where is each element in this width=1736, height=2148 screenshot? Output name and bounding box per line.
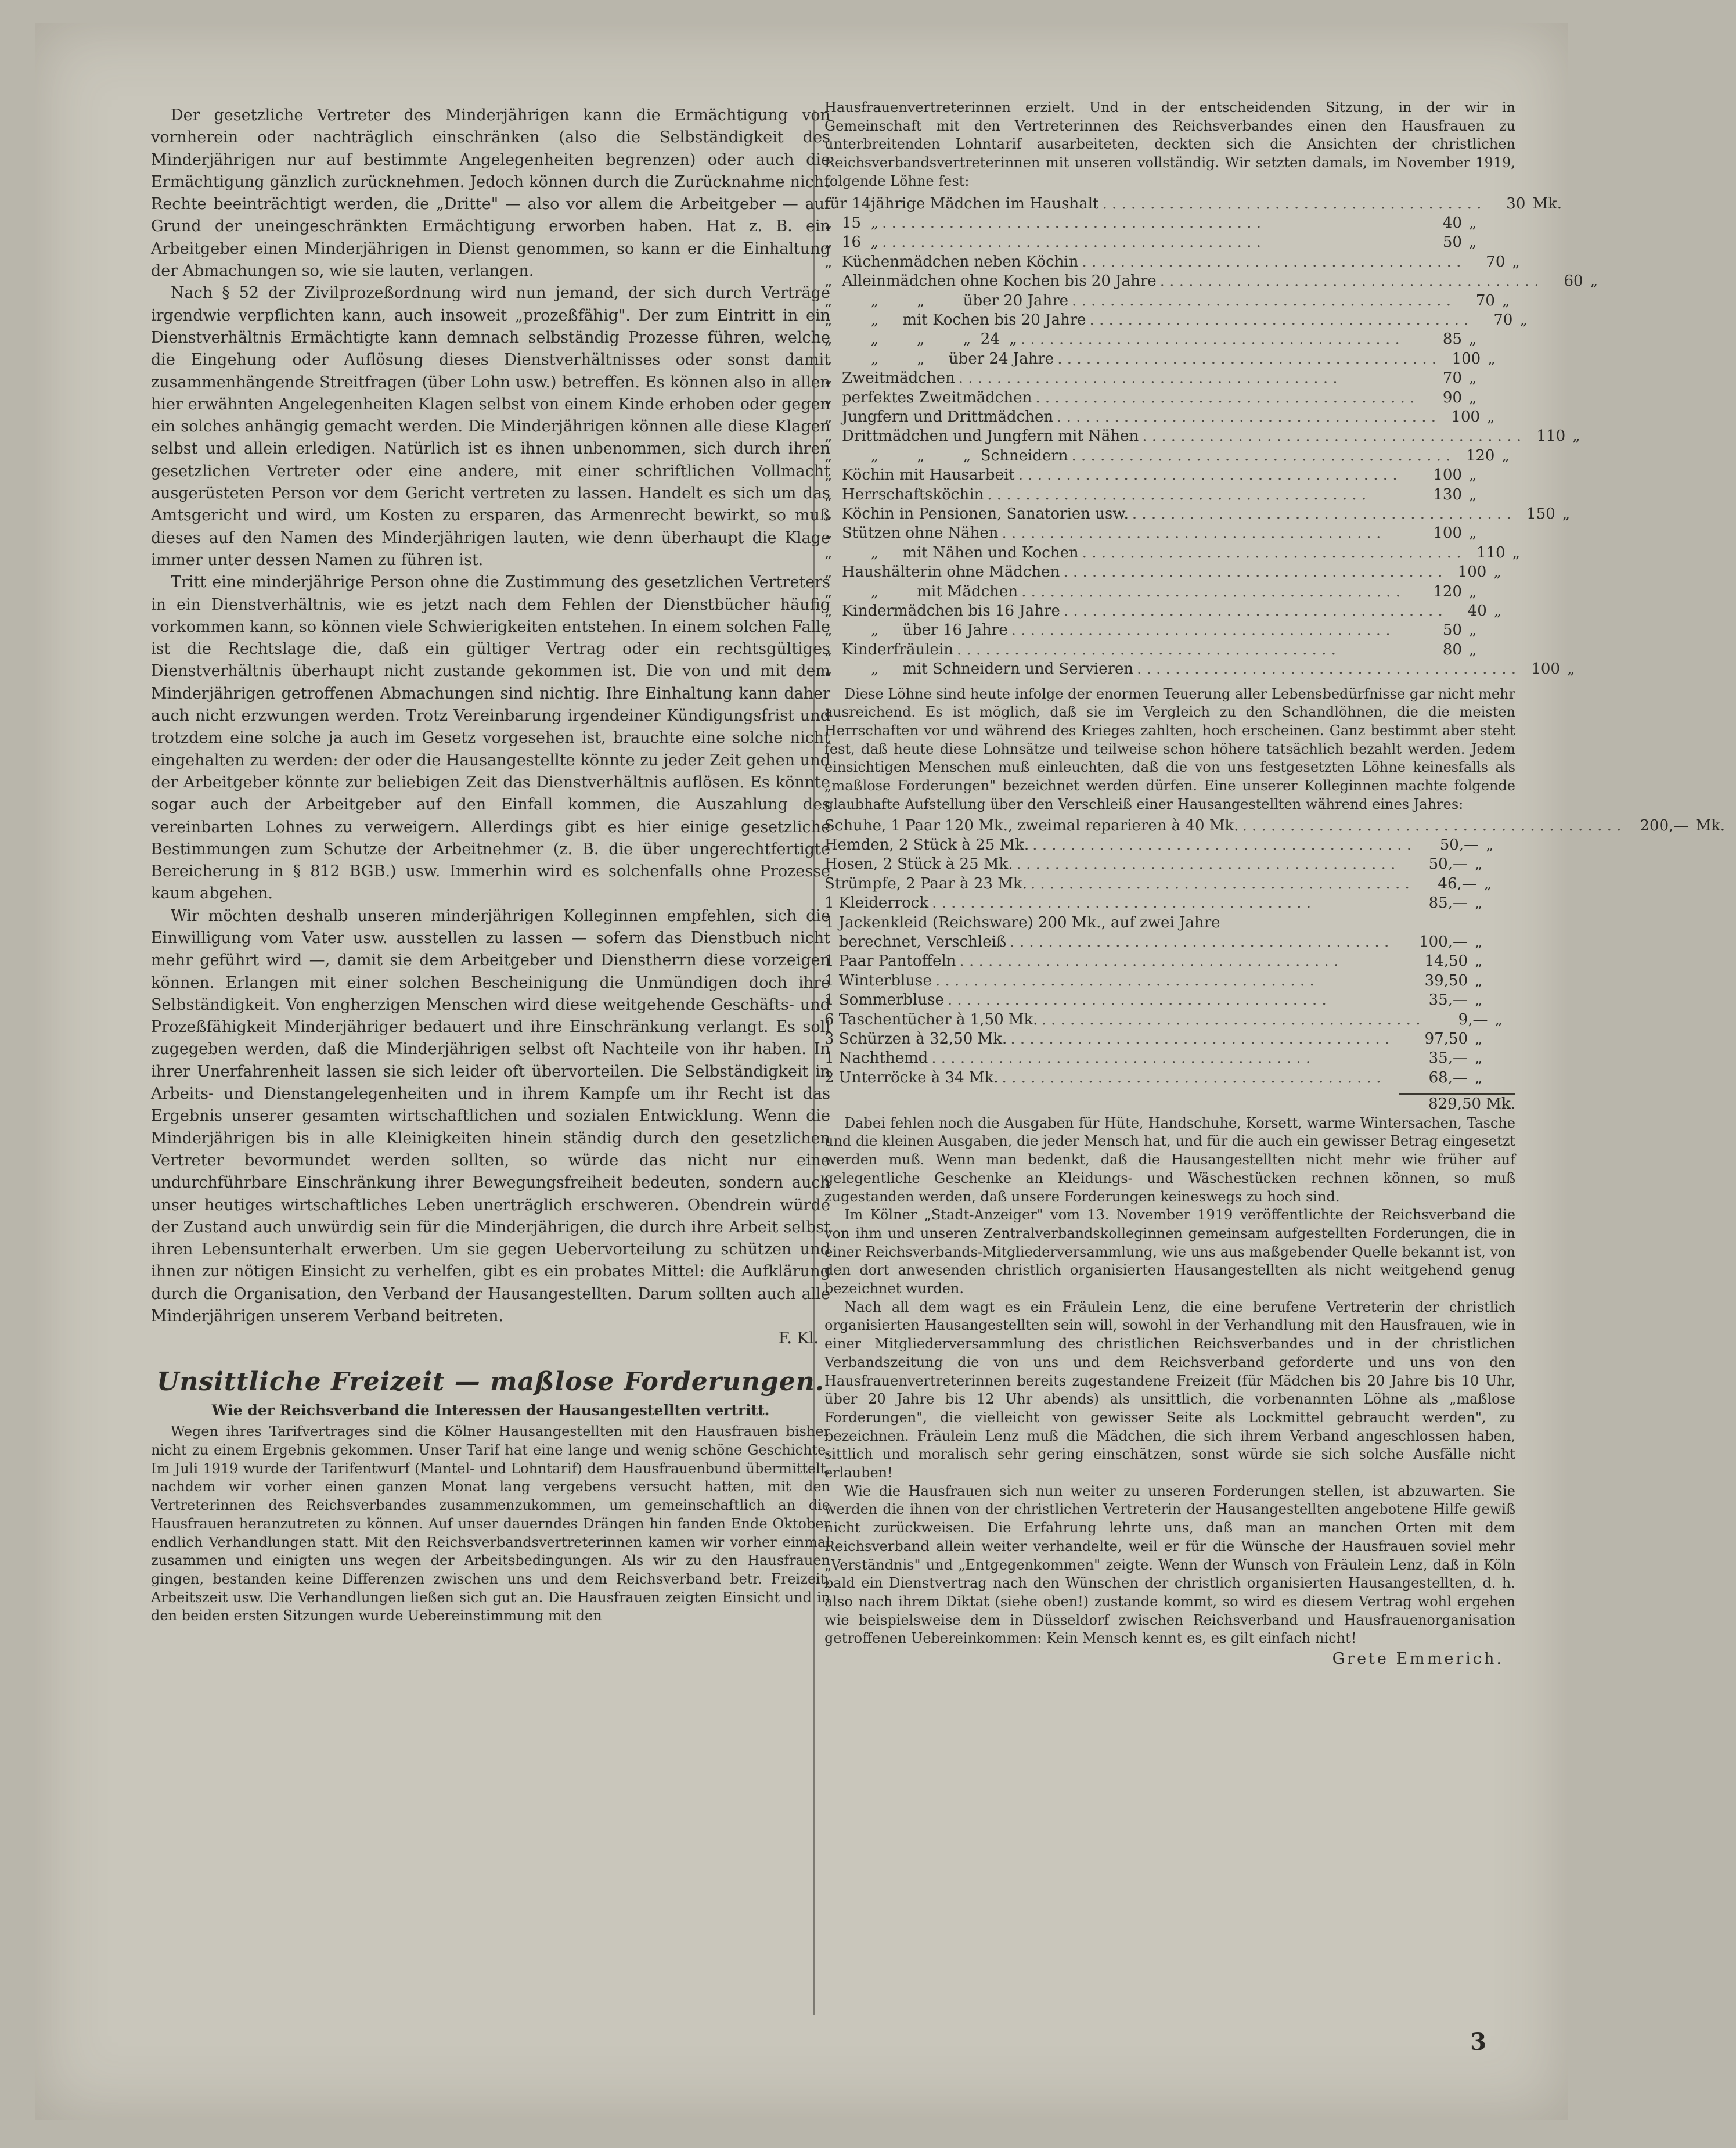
- wage-row: [824, 582, 1515, 602]
- expense-row-unit: „: [1494, 1010, 1503, 1028]
- leader-dots: . . . . . . . . . . . . . . . . . . . . . . . . . . . . . . . . . . . . . . . .: [1057, 408, 1436, 426]
- wage-row: [824, 369, 1515, 388]
- article-paragraph: Dabei fehlen noch die Ausgaben für Hüte, Handschuhe, Korsett, warme Wintersachen, Tasche und die kleinen Ausgaben, die jeder Mensch hat, und für die auch ein gewisser Betrag eingesetzt werden muß. Wenn man bedenkt, daß die Hausangestellten nicht mehr wie früher auf gelegentliche Geschenke an Kleidungs- und Wäschestücken rechnen können, so muß zugestanden werden, daß unsere Forderungen keineswegs zu hoch sind.: [824, 1114, 1515, 1205]
- expense-row-unit: „: [1475, 991, 1483, 1009]
- leader-dots: . . . . . . . . . . . . . . . . . . . . . . . . . . . . . . . . . . . . . . . .: [1011, 621, 1391, 639]
- wage-row-amount: 40: [1467, 602, 1487, 620]
- expense-row-label: Schuhe, 1 Paar 120 Mk., zweimal reparieren à 40 Mk.: [824, 816, 1239, 834]
- leader-dots: . . . . . . . . . . . . . . . . . . . . . . . . . . . . . . . . . . . . . . . .: [1041, 1010, 1421, 1028]
- wage-row-unit: „: [1562, 505, 1571, 523]
- wage-row: [824, 350, 1515, 369]
- wage-row-label: „ Jungfern und Drittmädchen: [824, 408, 1054, 426]
- expense-row-label: 1 Jackenkleid (Reichsware) 200 Mk., auf zwei Jahre: [824, 913, 1220, 931]
- wage-row-amount: 100: [1451, 408, 1481, 426]
- wage-row-label: „ Alleinmädchen ohne Kochen bis 20 Jahre: [824, 272, 1157, 290]
- wage-row-amount: 90: [1442, 388, 1462, 406]
- wage-row-amount: 110: [1536, 427, 1566, 445]
- expense-row-amount: 9,—: [1458, 1010, 1488, 1028]
- leader-dots: . . . . . . . . . . . . . . . . . . . . . . . . . . . . . . . . . . . . . . . .: [947, 991, 1327, 1009]
- expense-row-label: 1 Paar Pantoffeln: [824, 952, 956, 970]
- wage-row-label: „ Drittmädchen und Jungfern mit Nähen: [824, 427, 1139, 445]
- wage-row-label: „ Herrschaftsköchin: [824, 485, 984, 503]
- wage-row: [824, 447, 1515, 466]
- wage-row-label: „ Kinderfräulein: [824, 641, 954, 659]
- wage-row-amount: 110: [1476, 544, 1506, 562]
- wage-row-label: „ „ „ über 20 Jahre: [824, 292, 1069, 310]
- expense-row-label: 1 Sommerbluse: [824, 991, 944, 1009]
- wage-row-unit: „: [1488, 350, 1496, 368]
- wage-row-amount: 70: [1442, 369, 1462, 387]
- expense-row-amount: 100,—: [1419, 933, 1468, 951]
- expense-row-label: 6 Taschentücher à 1,50 Mk.: [824, 1010, 1038, 1028]
- expense-row-amount: 85,—: [1428, 894, 1468, 912]
- leader-dots: . . . . . . . . . . . . . . . . . . . . . . . . . . . . . . . . . . . . . . . .: [1159, 272, 1539, 290]
- expense-row-unit: „: [1475, 1068, 1483, 1086]
- article-paragraph: Der gesetzliche Vertreter des Minderjährigen kann die Ermächtigung von vornherein oder nachträglich einschränken (also die Selbständigkeit des Minderjährigen nur auf bestimmte Angelegenheiten begrenzen) oder auch die Ermächtigung gänzlich zurücknehmen. Jedoch können durch die Zurücknahme nicht Rechte beeinträchtigt werden, die „Dritte" — also vor allem die Arbeitgeber — auf Grund der uneingeschränkten Ermächtigung erworben haben. Hat z. B. ein Arbeitgeber einen Minderjährigen in Dienst genommen, so kann er die Einhaltung der Abmachungen so, wie sie lauten, verlangen.: [151, 106, 830, 280]
- wage-row-unit: „: [1469, 621, 1477, 639]
- article-paragraph: Wegen ihres Tarifvertrages sind die Kölner Hausangestellten mit den Hausfrauen bisher nicht zu einem Ergebnis gekommen. Unser Tarif hat eine lange und wenig schöne Geschichte. Im Juli 1919 wurde der Tarifentwurf (Mantel- und Lohntarif) dem Hausfrauenbund übermittelt, nachdem wir vorher einen ganzen Monat lang vergebens versucht hatten, mit den Vertreterinnen des Reichsverbandes zusammenzukommen, um gemeinschaftlich an die Hausfrauen heranzutreten zu können. Auf unser dauerndes Drängen hin fanden Ende Oktober endlich Verhandlungen statt. Mit den Reichsverbandsvertreterinnen kamen wir vorher einmal zusammen und einigten uns wegen der Arbeitsbedingungen. Als wir zu den Hausfrauen gingen, bestanden keine Differenzen zwischen uns und dem Reichsverband betr. Freizeit, Arbeitszeit usw. Die Verhandlungen ließen sich gut an. Die Hausfrauen zeigten Einsicht und in den beiden ersten Sitzungen wurde Uebereinstimmung mit den: [151, 1423, 830, 1624]
- leader-dots: . . . . . . . . . . . . . . . . . . . . . . . . . . . . . . . . . . . . . . . .: [1071, 447, 1451, 465]
- article-headline: Unsittliche Freizeit — maßlose Forderungen.: [156, 1367, 825, 1397]
- wage-row-unit: „: [1469, 369, 1477, 387]
- wage-row-label: „ Kindermädchen bis 16 Jahre: [824, 602, 1060, 620]
- expense-row-amount: 46,—: [1438, 875, 1477, 893]
- wage-row-label: „ „ über 16 Jahre: [824, 621, 1008, 639]
- article-signature: Grete Emmerich.: [1332, 1650, 1504, 1668]
- wage-row: [824, 253, 1520, 272]
- wage-row-unit: „: [1469, 214, 1477, 232]
- expense-row-unit: Mk.: [1695, 816, 1726, 834]
- wage-row-amount: 150: [1526, 505, 1555, 523]
- wage-row-label: „ Küchenmädchen neben Köchin: [824, 253, 1079, 271]
- expense-row-label: 1 Kleiderrock: [824, 894, 929, 912]
- leader-dots: . . . . . . . . . . . . . . . . . . . . . . . . . . . . . . . . . . . . . . . .: [1072, 292, 1451, 310]
- expense-row: [824, 991, 1515, 1010]
- expense-row: [824, 1010, 1515, 1030]
- leader-dots: . . . . . . . . . . . . . . . . . . . . . . . . . . . . . . . . . . . . . . . .: [1032, 836, 1412, 854]
- wage-row: [824, 311, 1528, 330]
- wage-row-label: „ Köchin mit Hausarbeit: [824, 466, 1015, 484]
- wage-row-amount: 85: [1442, 330, 1462, 348]
- wage-row-unit: „: [1469, 466, 1477, 484]
- leader-dots: . . . . . . . . . . . . . . . . . . . . . . . . . . . . . . . . . . . . . . . .: [1035, 388, 1415, 406]
- expense-row-unit: „: [1475, 933, 1483, 951]
- expense-row-amount: 35,—: [1428, 991, 1468, 1009]
- wage-row-unit: Mk.: [1532, 195, 1562, 213]
- leader-dots: . . . . . . . . . . . . . . . . . . . . . . . . . . . . . . . . . . . . . . . .: [1021, 582, 1400, 600]
- wage-row-unit: „: [1567, 660, 1575, 678]
- leader-dots: . . . . . . . . . . . . . . . . . . . . . . . . . . . . . . . . . . . . . . . .: [1142, 427, 1522, 445]
- wage-row-amount: 120: [1433, 582, 1462, 600]
- wage-row-label: „ Köchin in Pensionen, Sanatorien usw.: [824, 505, 1129, 523]
- expense-row: [824, 1068, 1515, 1088]
- expense-row: [824, 1049, 1515, 1068]
- wage-row: [824, 330, 1515, 349]
- wage-row: [824, 602, 1515, 621]
- leader-dots: . . . . . . . . . . . . . . . . . . . . . . . . . . . . . . . . . . . . . . . .: [1010, 933, 1389, 951]
- leader-dots: . . . . . . . . . . . . . . . . . . . . . . . . . . . . . . . . . . . . . . . .: [1018, 466, 1398, 484]
- article-paragraph: Tritt eine minderjährige Person ohne die Zustimmung des gesetzlichen Vertreters in ein Dienstverhältnis, wie es jetzt nach dem Fehlen der Dienstbücher häufig vorkommen kann, so können viele Schwierigkeiten entstehen. In einem solchen Falle ist die Rechtslage die, daß ein gültiger Vertrag oder ein rechtsgültiges Dienstverhältnis überhaupt nicht zustande gekommen ist. Die von und mit dem Minderjährigen getroffenen Abmachungen sind nichtig. Ihre Einhaltung kann daher auch nicht erzwungen werden. Trotz Vereinbarung irgendeiner Kündigungsfrist und trotzdem eine solche ja auch im Gesetz vorgesehen ist, brauchte eine solche nicht eingehalten zu werden: der oder die Hausangestellte könnte zu jeder Zeit gehen und der Arbeitgeber könnte zur beliebigen Zeit das Dienstverhältnis auflösen. Es könnte sogar auch der Arbeitgeber auf den Einfall kommen, die Auszahlung des vereinbarten Lohnes zu verweigern. Allerdings gibt es hier einige gesetzliche Bestimmungen zum Schutze der Arbeitnehmer (z. B. die über ungerechtfertigte Bereicherung in § 812 BGB.) usw. Immerhin wird es solchenfalls ohne Prozesse kaum abgehen.: [151, 573, 830, 903]
- wage-row-amount: 80: [1442, 641, 1462, 659]
- expense-row-amount: 35,—: [1428, 1049, 1468, 1067]
- leader-dots: . . . . . . . . . . . . . . . . . . . . . . . . . . . . . . . . . . . . . . . .: [882, 214, 1262, 232]
- wage-row-label: „ „ mit Kochen bis 20 Jahre: [824, 311, 1086, 329]
- wage-row-unit: „: [1501, 447, 1510, 465]
- wage-row-amount: 60: [1564, 272, 1583, 290]
- expense-total: 829,50 Mk.: [1399, 1093, 1515, 1114]
- expense-row: [824, 1030, 1515, 1049]
- expense-row-unit: „: [1475, 972, 1483, 990]
- wage-row: [824, 660, 1575, 679]
- wage-row-label: „ 16 „: [824, 233, 879, 251]
- expense-row-label: 3 Schürzen à 32,50 Mk.: [824, 1030, 1007, 1048]
- expense-row: [824, 894, 1515, 913]
- leader-dots: . . . . . . . . . . . . . . . . . . . . . . . . . . . . . . . . . . . . . . . .: [1082, 253, 1461, 271]
- expense-row-amount: 14,50: [1424, 952, 1468, 970]
- article-paragraph: Nach all dem wagt es ein Fräulein Lenz, die eine berufene Vertreterin der christlich organisierten Hausangestellten sein will, sowohl in der Verhandlung mit den Hausfrauen, wie in einer Mitgliederversammlung des christlichen Reichsverbandes und in der christlichen Verbandszeitung die von uns und dem Reichsverband geforderte und uns von den Hausfrauenvertreterinnen bereits zugestandene Freizeit (für Mädchen bis 20 Jahre bis 10 Uhr, über 20 Jahre bis 12 Uhr abends) als unsittlich, die vorbenannten Löhne als „maßlose Forderungen", die vielleicht von gewisser Seite als Lockmittel gebraucht werden", zu bezeichnen. Fräulein Lenz muß die Mädchen, die sich ihrem Verband angeschlossen haben, sittlich und moralisch sehr gering einschätzen, sonst würde sie sich solche Ausfälle nicht erlauben!: [824, 1298, 1515, 1481]
- leader-dots: . . . . . . . . . . . . . . . . . . . . . . . . . . . . . . . . . . . . . . . .: [1089, 311, 1469, 329]
- wage-row-label: „ Zweitmädchen: [824, 369, 955, 387]
- wage-row-amount: 70: [1493, 311, 1513, 329]
- wage-row: [824, 544, 1521, 563]
- leader-dots: . . . . . . . . . . . . . . . . . . . . . . . . . . . . . . . . . . . . . . . .: [1016, 855, 1396, 873]
- leader-dots: . . . . . . . . . . . . . . . . . . . . . . . . . . . . . . . . . . . . . . . .: [1020, 330, 1400, 348]
- expense-row-label: 1 Nachthemd: [824, 1049, 928, 1067]
- wage-row-amount: 70: [1486, 253, 1506, 271]
- wage-row-unit: „: [1469, 388, 1477, 406]
- article-paragraph: Nach § 52 der Zivilprozeßordnung wird nun jemand, der sich durch Verträge irgendwie verpflichten kann, auch insoweit „prozeßfähig". Der zum Eintritt in ein Dienstverhältnis Ermächtigte kann demnach selbständig Prozesse führen, welche die Eingehung oder Auflösung dieses Dienstverhältnisses oder sonst damit zusammenhängende Streitfragen (über Lohn usw.) betreffen. Es können also in allen hier erwähnten Angelegenheiten Klagen selbst von einem Kinde erhoben oder gegen ein solches anhängig gemacht werden. Die Minderjährigen können alle diese Klagen selbst und allein erledigen. Natürlich ist es ihnen unbenommen, sich durch ihren gesetzlichen Vertreter oder eine andere, mit einer schriftlichen Vollmacht ausgerüsteten Person vor dem Gericht vertreten zu lassen. Handelt es sich um das Amtsgericht und wird, um Kosten zu ersparen, das Armenrecht bewirkt, so muß dieses auf den Namen des Minderjährigen lauten, wie denn überhaupt die Klage immer unter dessen Namen zu führen ist.: [151, 284, 830, 569]
- wage-row-amount: 50: [1442, 621, 1462, 639]
- expense-row-unit: „: [1475, 952, 1483, 970]
- wage-row-amount: 100: [1531, 660, 1560, 678]
- expense-row: [824, 855, 1515, 874]
- expense-row-amount: 39,50: [1424, 972, 1468, 990]
- article-subheadline: Wie der Reichsverband die Interessen der Hausangestellten vertritt.: [211, 1402, 770, 1419]
- wage-row-unit: „: [1572, 427, 1580, 445]
- article-paragraph: Diese Löhne sind heute infolge der enormen Teuerung aller Lebensbedürfnisse gar nicht mehr ausreichend. Es ist möglich, daß sie im Vergleich zu den Schandlöhnen, die die meisten Herrschaften vor und während des Krieges zahlten, hoch erscheinen. Ganz bestimmt aber steht fest, daß heute diese Lohnsätze und teilweise schon höhere tatsächlich bezahlt werden. Jedem einsichtigen Menschen muß einleuchten, daß die von uns festgesetzten Löhne keinesfalls als „maßlose Forderungen" bezeichnet werden dürfen. Eine unserer Kolleginnen machte folgende glaubhafte Aufstellung über den Verschleiß einer Hausangestellten während eines Jahres:: [824, 685, 1515, 812]
- article-paragraph: Hausfrauenvertreterinnen erzielt. Und in der entscheidenden Sitzung, in der wir in Gemeinschaft mit den Vertreterinnen des Reichsverbandes einen den Hausfrauen zu unterbreitenden Lohntarif ausarbeiteten, deckten sich die Ansichten der christlichen Reichsverbandsvertreterinnen mit unseren vollständig. Wir setzten damals, im November 1919, folgende Löhne fest:: [824, 99, 1515, 189]
- wage-row-amount: 130: [1433, 485, 1462, 503]
- leader-dots: . . . . . . . . . . . . . . . . . . . . . . . . . . . . . . . . . . . . . . . .: [1010, 1030, 1390, 1048]
- leader-dots: . . . . . . . . . . . . . . . . . . . . . . . . . . . . . . . . . . . . . . . .: [1102, 195, 1482, 213]
- expense-row-label: 2 Unterröcke à 34 Mk.: [824, 1068, 999, 1086]
- expense-row-label: Hosen, 2 Stück à 25 Mk.: [824, 855, 1013, 873]
- expense-row-amount: 50,—: [1428, 855, 1468, 873]
- wage-row-unit: „: [1501, 292, 1510, 310]
- wage-row-amount: 100: [1457, 563, 1487, 581]
- expense-total-row: [824, 1093, 1515, 1114]
- wage-table: [824, 195, 1598, 679]
- leader-dots: . . . . . . . . . . . . . . . . . . . . . . . . . . . . . . . . . . . . . . . .: [932, 894, 1312, 912]
- wage-row: [824, 621, 1515, 640]
- wage-row-unit: „: [1493, 602, 1502, 620]
- wage-row-label: „ „ mit Nähen und Kochen: [824, 544, 1079, 562]
- article-paragraph: Im Kölner „Stadt-Anzeiger" vom 13. November 1919 veröffentlichte der Reichsverband die von ihm und unseren Zentralverbandskolleginnen gemeinsam aufgestellten Forderungen, die in einer Reichsverbands-Mitgliederversammlung, wie uns aus maßgebender Quelle bekannt ist, von den dort anwesenden christlich organisierten Hausangestellten als nicht weitgehend genug bezeichnet wurden.: [824, 1207, 1515, 1297]
- expense-row: [824, 816, 1726, 836]
- wage-row: [824, 272, 1598, 291]
- expense-row: [824, 913, 1515, 933]
- wage-row-label: „ 15 „: [824, 214, 879, 232]
- leader-dots: . . . . . . . . . . . . . . . . . . . . . . . . . . . . . . . . . . . . . . . .: [958, 369, 1338, 387]
- wage-row-label: „ „ mit Schneidern und Servieren: [824, 660, 1134, 678]
- leader-dots: . . . . . . . . . . . . . . . . . . . . . . . . . . . . . . . . . . . . . . . .: [1002, 524, 1381, 542]
- expense-row: [824, 933, 1515, 952]
- wage-row-amount: 70: [1475, 292, 1495, 310]
- wage-row-amount: 100: [1433, 524, 1462, 542]
- expense-row-amount: 50,—: [1439, 836, 1479, 854]
- expense-row-label: 1 Winterbluse: [824, 972, 932, 990]
- expense-row: [824, 952, 1515, 971]
- expense-row-unit: „: [1475, 1030, 1483, 1048]
- wage-row-unit: „: [1487, 408, 1495, 426]
- leader-dots: . . . . . . . . . . . . . . . . . . . . . . . . . . . . . . . . . . . . . . . .: [931, 1049, 1311, 1067]
- leader-dots: . . . . . . . . . . . . . . . . . . . . . . . . . . . . . . . . . . . . . . . .: [1063, 563, 1443, 581]
- wage-row-unit: „: [1469, 485, 1477, 503]
- wage-row-label: „ Haushälterin ohne Mädchen: [824, 563, 1060, 581]
- wage-row-label: „ Stützen ohne Nähen: [824, 524, 999, 542]
- wage-row: [824, 408, 1515, 427]
- leader-dots: . . . . . . . . . . . . . . . . . . . . . . . . . . . . . . . . . . . . . . . .: [882, 233, 1262, 251]
- expense-row: [824, 875, 1515, 894]
- wage-row-unit: „: [1469, 582, 1477, 600]
- wage-row: [824, 563, 1515, 582]
- expense-table: [824, 816, 1726, 1088]
- wage-row-unit: „: [1469, 641, 1477, 659]
- expense-row-label: Hemden, 2 Stück à 25 Mk.: [824, 836, 1029, 854]
- wage-row: [824, 505, 1571, 524]
- expense-row-unit: „: [1483, 875, 1492, 893]
- leader-dots: . . . . . . . . . . . . . . . . . . . . . . . . . . . . . . . . . . . . . . . .: [1030, 875, 1410, 893]
- leader-dots: . . . . . . . . . . . . . . . . . . . . . . . . . . . . . . . . . . . . . . . .: [1132, 505, 1511, 523]
- wage-row-label: „ perfektes Zweitmädchen: [824, 388, 1032, 406]
- expense-row-unit: „: [1475, 1049, 1483, 1067]
- wage-row-amount: 40: [1442, 214, 1462, 232]
- wage-row: [824, 427, 1580, 446]
- wage-row: [824, 292, 1515, 311]
- right-column: [824, 99, 1726, 2038]
- expense-row-label: Strümpfe, 2 Paar à 23 Mk.: [824, 875, 1027, 893]
- leader-dots: . . . . . . . . . . . . . . . . . . . . . . . . . . . . . . . . . . . . . . . .: [1063, 602, 1443, 620]
- left-column: [151, 105, 830, 2015]
- leader-dots: . . . . . . . . . . . . . . . . . . . . . . . . . . . . . . . . . . . . . . . .: [935, 972, 1314, 990]
- leader-dots: . . . . . . . . . . . . . . . . . . . . . . . . . . . . . . . . . . . . . . . .: [987, 485, 1367, 503]
- wage-row-label: „ „ mit Mädchen: [824, 582, 1018, 600]
- wage-row-unit: „: [1590, 272, 1598, 290]
- expense-row-amount: 200,—: [1640, 816, 1689, 834]
- leader-dots: . . . . . . . . . . . . . . . . . . . . . . . . . . . . . . . . . . . . . . . .: [1002, 1068, 1381, 1086]
- wage-row-unit: „: [1512, 253, 1520, 271]
- leader-dots: . . . . . . . . . . . . . . . . . . . . . . . . . . . . . . . . . . . . . . . .: [959, 952, 1339, 970]
- expense-row-unit: „: [1475, 894, 1483, 912]
- expense-row-label: berechnet, Verschleiß: [824, 933, 1007, 951]
- article-paragraph: Wie die Hausfrauen sich nun weiter zu unseren Forderungen stellen, ist abzuwarten. Sie werden die ihnen von der christlichen Vertreterin der Hausangestellten angebotene Hilfe gewiß nicht zurückweisen. Die Erfahrung lehrte uns, daß man an manchen Orten mit dem Reichsverband allein weiter verhandelte, weil er für die Wünsche der Hausfrauen soviel mehr „Verständnis" und „Entgegenkommen" zeigte. Wenn der Wunsch von Fräulein Lenz, daß in Köln bald ein Dienstvertrag nach den Wünschen der christlich organisierten Hausangestellten, d. h. also nach ihrem Diktat (siehe oben!) zustande kommt, so wird es diesem Vertrag wohl ergehen wie beispielsweise dem in Düsseldorf zwischen Reichsverband und Hausfrauenorganisation getroffenen Uebereinkommen: Kein Mensch kennt es, es gilt einfach nicht!: [824, 1483, 1515, 1647]
- wage-row-amount: 120: [1465, 447, 1495, 465]
- wage-row-label: „ „ „ „ 24 „: [824, 330, 1017, 348]
- wage-row: [824, 466, 1515, 485]
- leader-dots: . . . . . . . . . . . . . . . . . . . . . . . . . . . . . . . . . . . . . . . .: [957, 641, 1336, 659]
- wage-row-amount: 50: [1442, 233, 1462, 251]
- wage-row-unit: „: [1469, 233, 1477, 251]
- leader-dots: . . . . . . . . . . . . . . . . . . . . . . . . . . . . . . . . . . . . . . . .: [1057, 350, 1437, 368]
- wage-row: [824, 233, 1515, 252]
- wage-row-label: für 14jährige Mädchen im Haushalt: [824, 195, 1099, 213]
- wage-row-label: „ „ „ über 24 Jahre: [824, 350, 1054, 368]
- wage-row-unit: „: [1469, 524, 1477, 542]
- wage-row-amount: 100: [1452, 350, 1481, 368]
- wage-row: [824, 214, 1515, 233]
- wage-row: [824, 641, 1515, 660]
- wage-row-unit: „: [1493, 563, 1501, 581]
- wage-row-unit: „: [1469, 330, 1477, 348]
- wage-row-unit: „: [1512, 544, 1521, 562]
- wage-row: [824, 485, 1515, 505]
- wage-row-amount: 100: [1433, 466, 1462, 484]
- article-paragraph: Wir möchten deshalb unseren minderjährigen Kolleginnen empfehlen, sich die Einwilligung vom Vater usw. ausstellen zu lassen — sofern das Dienstbuch nicht mehr geführt wird —, damit sie dem Arbeitgeber und Dienstherrn diese vorzeigen können. Erlangen mit einer solchen Bescheinigung die Unmündigen doch ihre Selbständigkeit. Von engherzigen Menschen wird diese weitgehende Geschäfts- und Prozeßfähigkeit Minderjähriger bedauert und ihre Einschränkung verlangt. Es soll zugegeben werden, daß die Minderjährigen selbst oft Nachteile von ihr haben. In ihrer Unerfahrenheit lassen sie sich leider oft übervorteilen. Die Selbständigkeit in Arbeits- und Dienstangelegenheiten und in ihrem Kampfe um ihr Recht ist das Ergebnis unserer gesamten wirtschaftlichen und sozialen Entwicklung. Wenn die Minderjährigen bis in alle Kleinigkeiten hinein ständig durch den gesetzlichen Vertreter bevormundet werden sollten, so würde das nicht nur eine undurchführbare Einschränkung ihrer Bewegungsfreiheit bedeuten, sondern auch unser heutiges wirtschaftliches Leben unerträglich erschweren. Obendrein würde der Zustand auch unwürdig sein für die Minderjährigen, die durch ihre Arbeit selbst ihren Lebensunterhalt erwerben. Um sie gegen Uebervorteilung zu schützen und ihnen zur nötigen Einsicht zu verhelfen, gibt es ein probates Mittel: die Aufklärung durch die Organisation, den Verband der Hausangestellten. Darum sollten auch alle Minderjährigen unserem Verband beitreten.: [151, 906, 830, 1326]
- expense-row-amount: 97,50: [1424, 1030, 1468, 1048]
- wage-row: [824, 388, 1515, 408]
- expense-row-unit: „: [1486, 836, 1494, 854]
- wage-row: [824, 195, 1562, 214]
- page-number: 3: [1470, 2028, 1486, 2056]
- wage-row-amount: 30: [1506, 195, 1526, 213]
- expense-row: [824, 836, 1515, 855]
- wage-row-unit: „: [1519, 311, 1528, 329]
- leader-dots: . . . . . . . . . . . . . . . . . . . . . . . . . . . . . . . . . . . . . . . .: [1137, 660, 1516, 678]
- wage-row-label: „ „ „ „ Schneidern: [824, 447, 1068, 465]
- leader-dots: . . . . . . . . . . . . . . . . . . . . . . . . . . . . . . . . . . . . . . . .: [1242, 816, 1622, 834]
- newspaper-page: [35, 23, 1726, 2120]
- expense-row-amount: 68,—: [1428, 1068, 1468, 1086]
- expense-row-unit: „: [1475, 855, 1483, 873]
- article-signature: F. Kl.: [778, 1329, 819, 1348]
- wage-row: [824, 524, 1515, 543]
- leader-dots: . . . . . . . . . . . . . . . . . . . . . . . . . . . . . . . . . . . . . . . .: [1082, 544, 1461, 562]
- expense-row: [824, 972, 1515, 991]
